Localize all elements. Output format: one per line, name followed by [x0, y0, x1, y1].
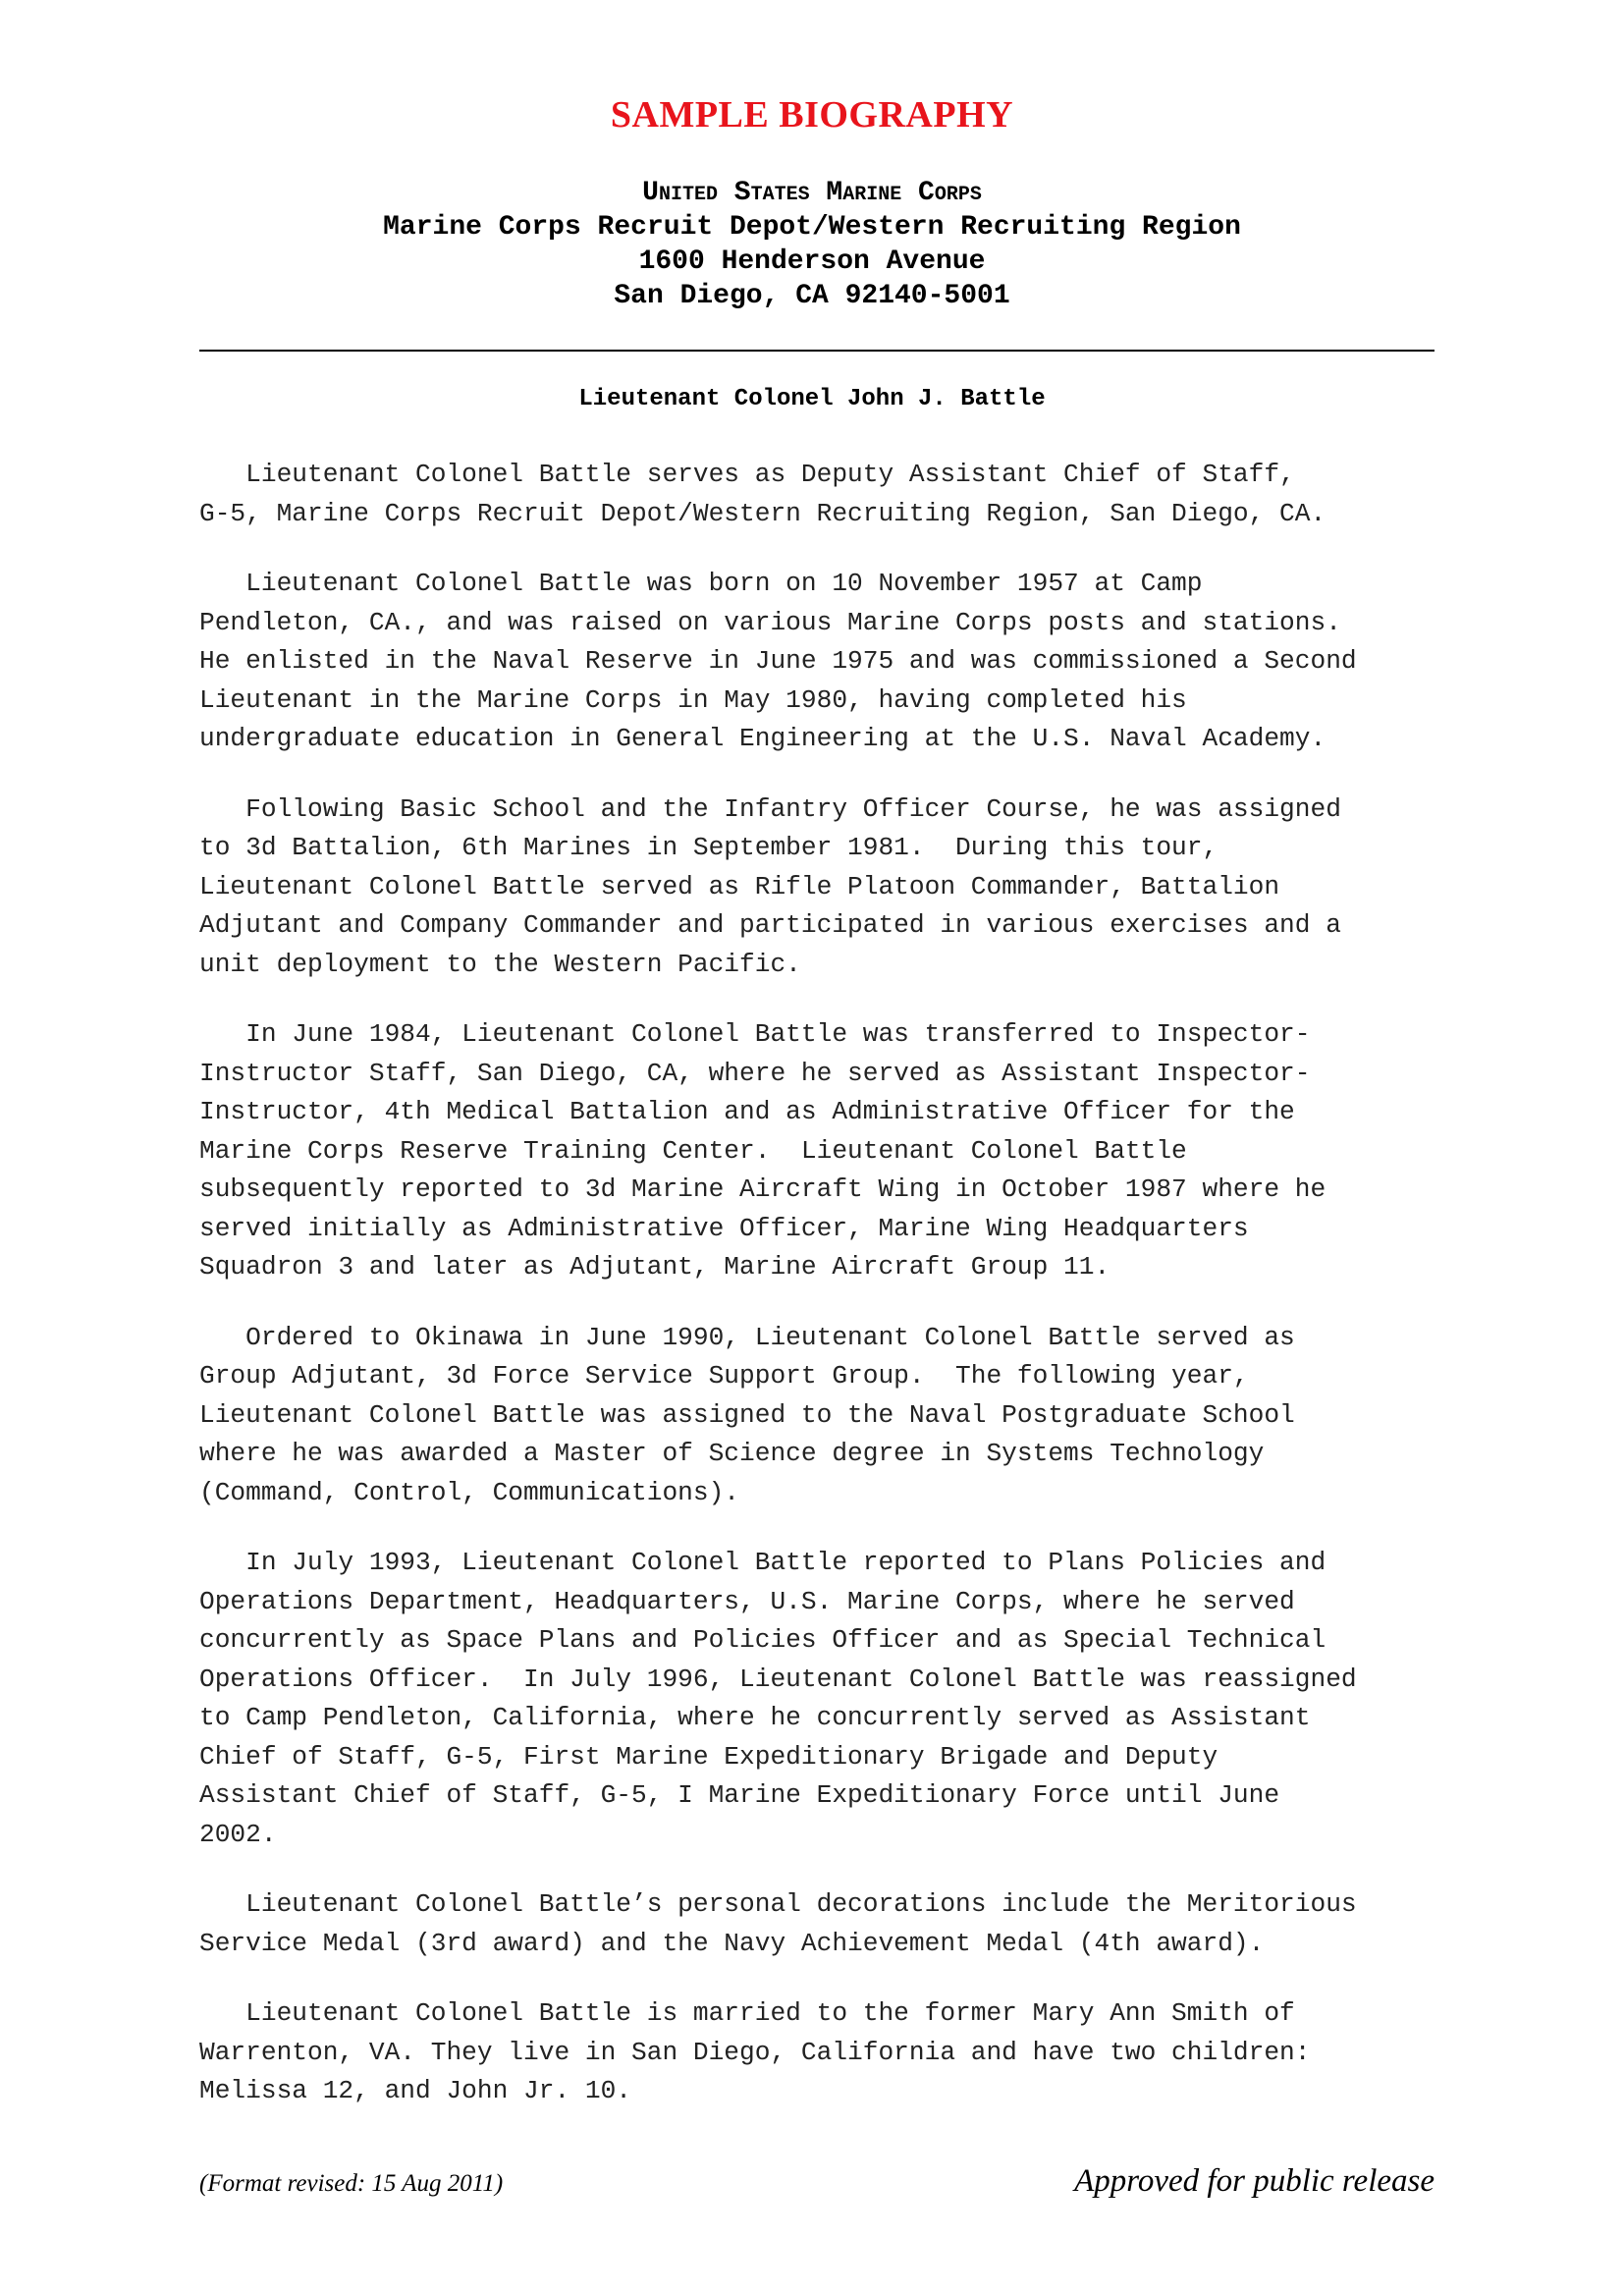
organization-header: [0, 177, 1624, 313]
city-address: San Diego, CA 92140-5001: [614, 281, 1010, 311]
paragraph-family: Lieutenant Colonel Battle is married to the former Mary Ann Smith of Warrenton, VA. They live in San Diego, California and have two children: Melissa 12, and John Jr. 10.: [199, 1998, 1311, 2105]
paragraph-early-life: Lieutenant Colonel Battle was born on 10 November 1957 at Camp Pendleton, CA., and was raised on various Marine Corps posts and stations. He enlisted in the Naval Reserve in June 1975 and was commissioned a Second Lieutenant in the Marine Corps in May 1980, having completed his undergraduate education in General Engineering at the U.S. Naval Academy.: [199, 569, 1357, 753]
unit-name: Marine Corps Recruit Depot/Western Recruiting Region: [383, 212, 1241, 243]
paragraph-first-tour: Following Basic School and the Infantry Officer Course, he was assigned to 3d Battalion, 6th Marines in September 1981. During this tour, Lieutenant Colonel Battle served as Rifle Platoon Commander, Battalion Adjutant and Company Commander and participated in various exercises and a unit deployment to the Western Pacific.: [199, 793, 1341, 979]
street-address: 1600 Henderson Avenue: [638, 246, 986, 277]
banner-title: SAMPLE BIOGRAPHY: [610, 94, 1014, 136]
format-revised-note: (Format revised: 15 Aug 2011): [199, 2170, 504, 2197]
organization-name: United States Marine Corps: [642, 178, 982, 208]
header-divider: [199, 350, 1435, 352]
paragraph-decorations: Lieutenant Colonel Battle’s personal decorations include the Meritorious Service Medal (3rd award) and the Navy Achievement Medal (4th award).: [199, 1889, 1357, 1958]
paragraph-current-assignment: Lieutenant Colonel Battle serves as Deputy Assistant Chief of Staff, G-5, Marine Corps Recruit Depot/Western Recruiting Region, San Diego, CA.: [199, 460, 1326, 528]
biography-body: [199, 456, 1441, 2143]
subject-name: Lieutenant Colonel John J. Battle: [578, 386, 1046, 412]
paragraph-okinawa: Ordered to Okinawa in June 1990, Lieutenant Colonel Battle served as Group Adjutant, 3d Force Service Support Group. The following year, Lieutenant Colonel Battle was assigned to the Naval Postgraduate School where he was awarded a Master of Science degree in Systems Technology (Command, Control, Communications).: [199, 1322, 1295, 1507]
paragraph-headquarters: In July 1993, Lieutenant Colonel Battle reported to Plans Policies and Operations Department, Headquarters, U.S. Marine Corps, where he served concurrently as Space Plans and Policies Officer and as Special Technical Operations Officer. In July 1996, Lieutenant Colonel Battle was reassigned to Camp Pendleton, California, where he concurrently served as Assistant Chief of Staff, G-5, First Marine Expeditionary Brigade and Deputy Assistant Chief of Staff, G-5, I Marine Expeditionary Force until June 2002.: [199, 1548, 1357, 1849]
paragraph-inspector-instructor: In June 1984, Lieutenant Colonel Battle was transferred to Inspector- Instructor Staff, San Diego, CA, where he served as Assistant Inspector- Instructor, 4th Medical Battalion and as Administrative Officer for the Marine Corps Reserve Training Center. Lieutenant Colonel Battle subsequently reported to 3d Marine Aircraft Wing in October 1987 where he served initially as Administrative Officer, Marine Wing Headquarters Squadron 3 and later as Adjutant, Marine Aircraft Group 11.: [199, 1019, 1326, 1282]
release-note: Approved for public release: [1074, 2163, 1435, 2199]
